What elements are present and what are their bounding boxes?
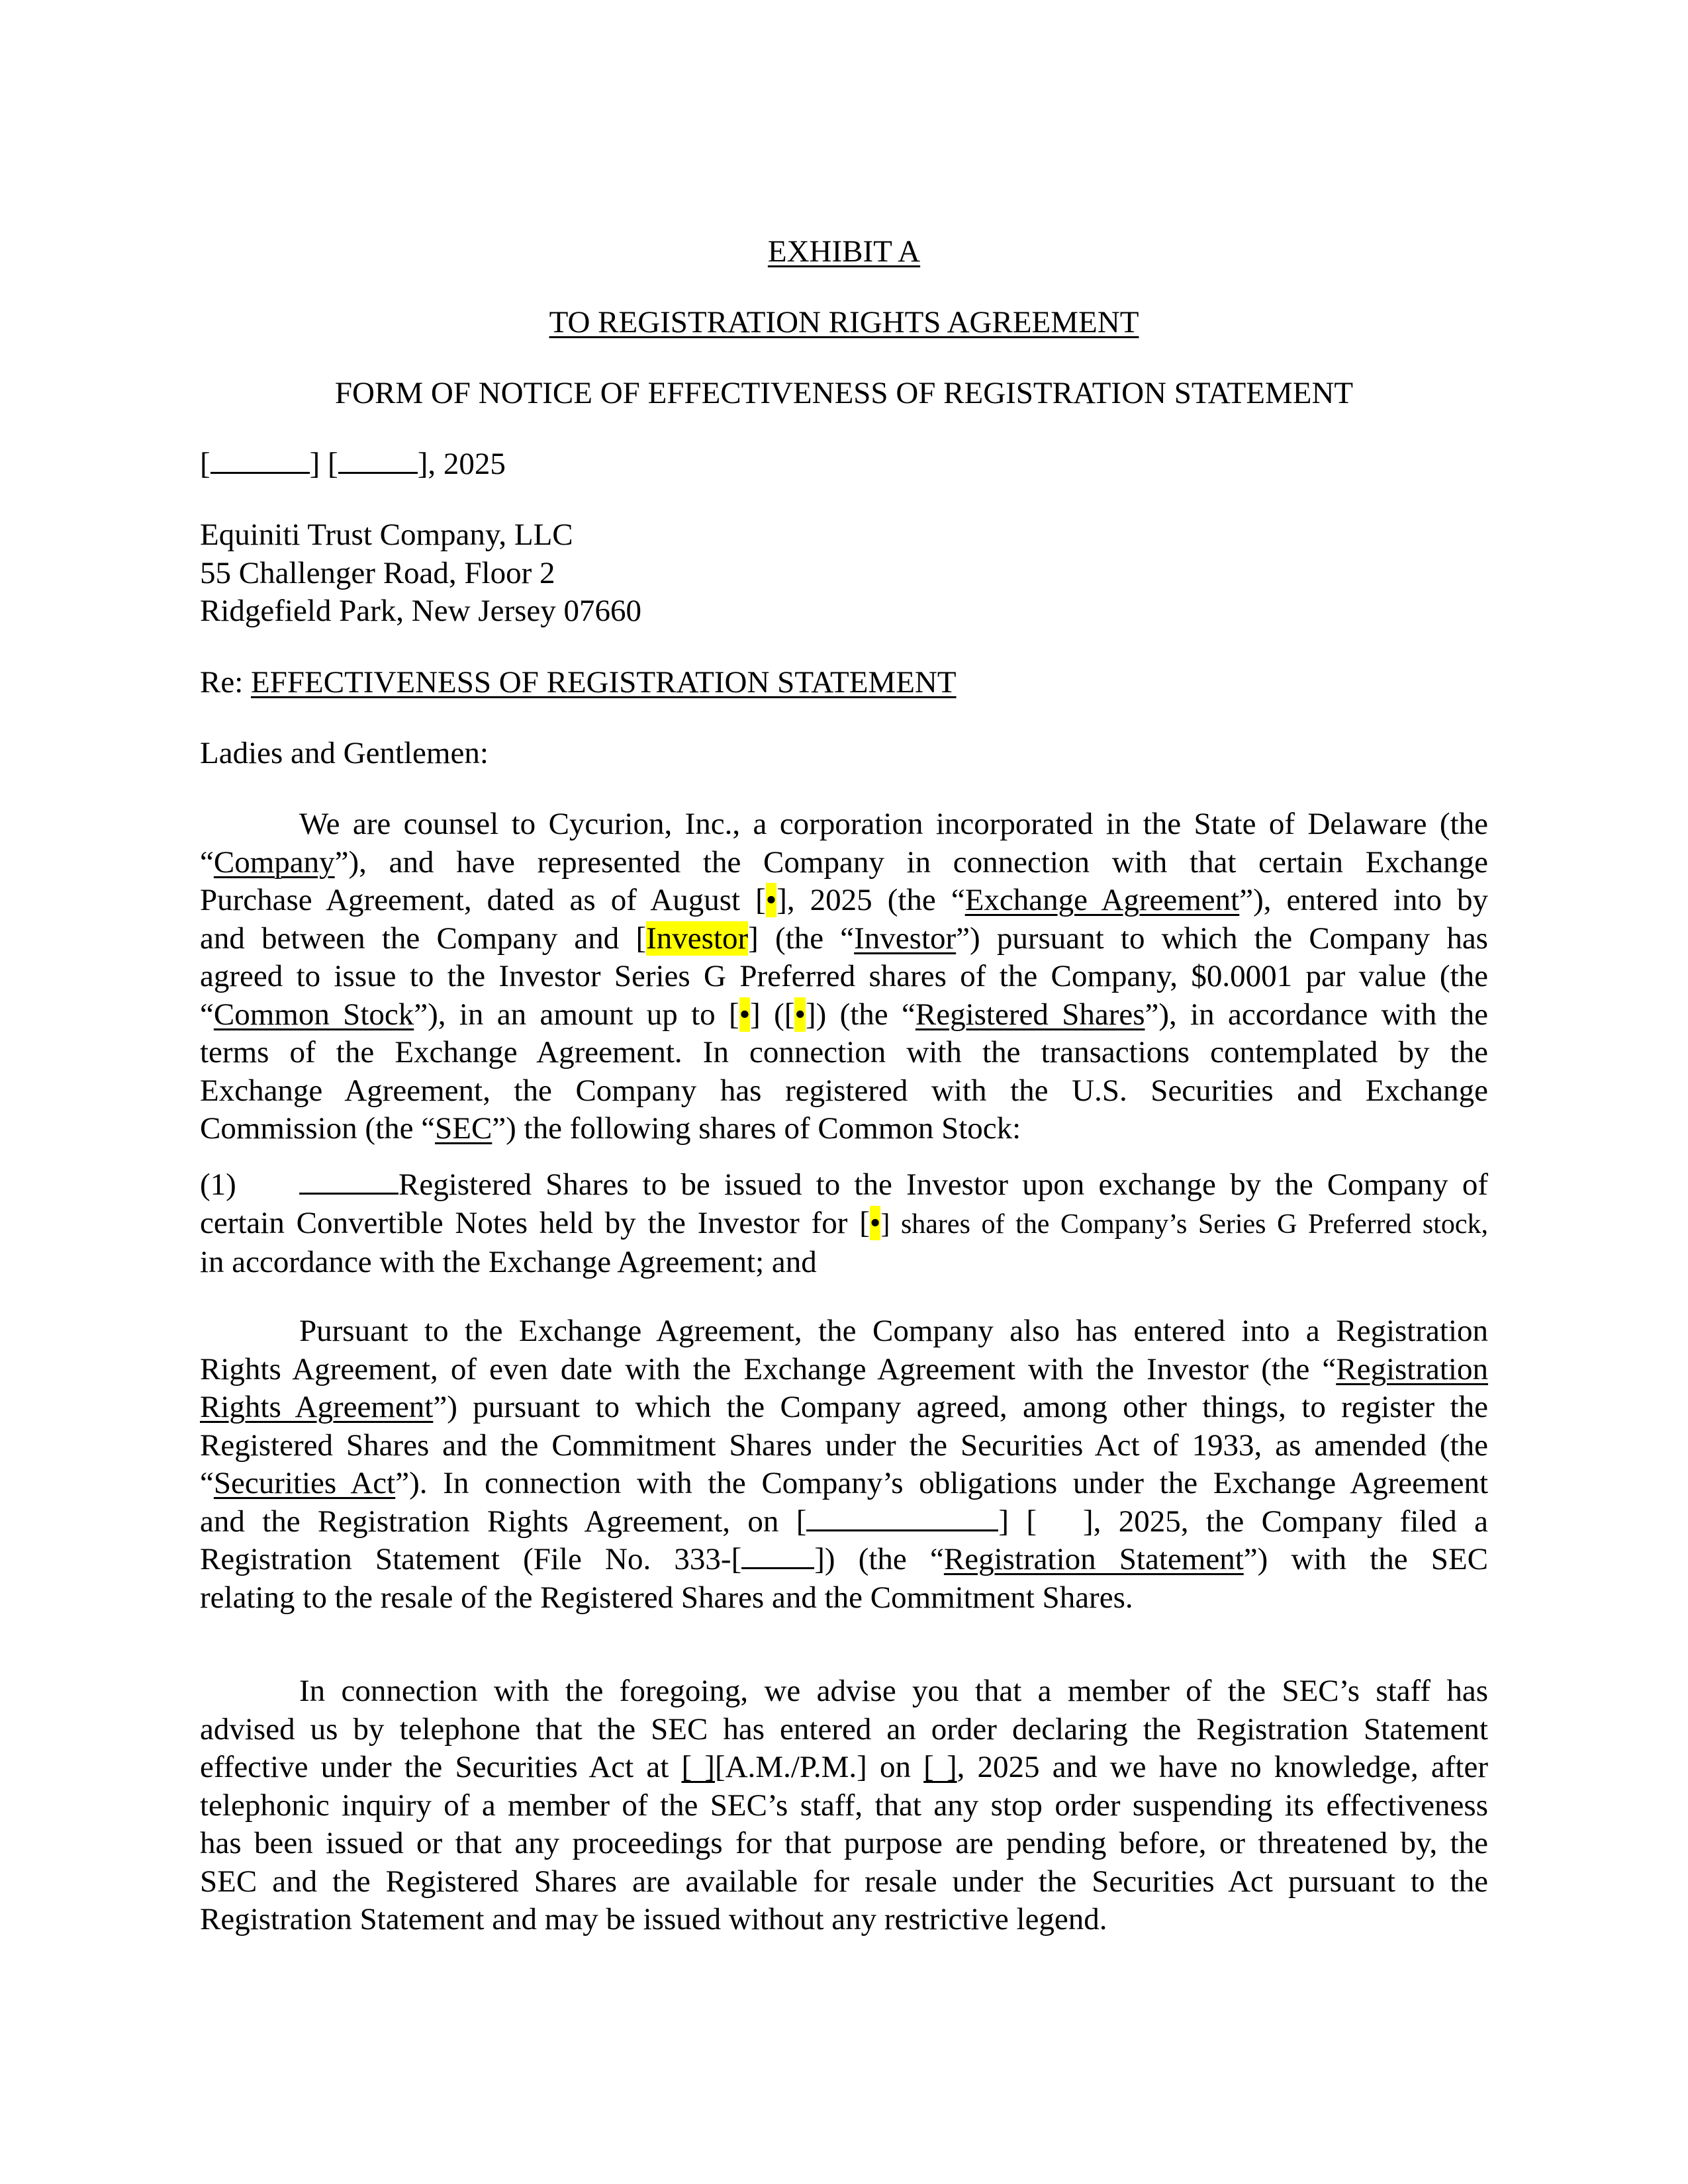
text-run: Purchase Agreement, dated as of August [ — [200, 883, 766, 917]
text-run: Registration — [1336, 1351, 1488, 1387]
text-line — [200, 844, 1488, 882]
text-run: Registration Statement — [943, 1542, 1244, 1576]
text-line: We are counsel to Cycurion, Inc., a corporation incorporated in the State of Delaware (the — [299, 807, 1488, 841]
text-run: Investor — [646, 921, 749, 956]
text-run: • — [794, 997, 806, 1032]
text-run: Common Stock — [213, 997, 414, 1032]
agreement-heading: TO REGISTRATION RIGHTS AGREEMENT — [549, 305, 1139, 340]
text-line: Registered Shares and the Commitment Shares under the Securities Act of 1933, as amended (the — [200, 1428, 1488, 1463]
file-number-blank — [741, 1541, 814, 1569]
addressee-street: 55 Challenger Road, Floor 2 — [200, 555, 555, 590]
text-line — [200, 1166, 1488, 1205]
text-run: “ — [200, 1466, 214, 1500]
text-line: [ ] [ ], 2025 — [200, 447, 506, 481]
text-line: advised us by telephone that the SEC has entered an order declaring the Registration Statement — [200, 1711, 1488, 1747]
text-run: ”), in an amount up to [ — [414, 997, 739, 1032]
text-line: Registration Statement and may be issued without any restrictive legend. — [200, 1902, 1107, 1936]
text-line — [200, 1541, 1488, 1579]
text-run: ”), entered into by — [1239, 883, 1488, 917]
date-day-blank — [338, 445, 418, 474]
text-run: [A.M./P.M.] on — [714, 1750, 924, 1784]
text-run: ”) pursuant to which the Company has — [956, 921, 1488, 956]
paragraph-2 — [200, 1312, 1488, 1617]
text-run: ] shares of the Company’s Series G Preferred stock, — [880, 1208, 1489, 1240]
text-line — [200, 1351, 1488, 1389]
text-run: Registered Shares — [915, 997, 1145, 1032]
text-run: certain Convertible Notes held by the Investor for [ — [200, 1205, 870, 1240]
text-run: ] (the “ — [748, 921, 855, 956]
text-run: Commission (the “ — [200, 1111, 436, 1146]
text-run: Registered Shares to be issued to the Investor upon exchange by the Company of — [399, 1167, 1488, 1202]
text-run: ”) with the SEC — [1243, 1542, 1489, 1576]
filing-month-blank — [806, 1503, 998, 1531]
text-run: SEC — [435, 1111, 492, 1146]
re-line — [200, 664, 1488, 702]
text-run: ] ([ — [750, 997, 795, 1032]
text-line: SEC and the Registered Shares are available for resale under the Securities Act pursuant to the — [200, 1864, 1488, 1899]
text-line: agreed to issue to the Investor Series G Preferred shares of the Company, $0.0001 par value (the — [200, 959, 1488, 993]
text-run: and between the Company and [ — [200, 921, 647, 956]
addressee-block — [200, 516, 1488, 631]
text-run: Rights Agreement, of even date with the Exchange Agreement with the Investor (the “ — [200, 1351, 1336, 1387]
paragraph-3 — [200, 1672, 1488, 1939]
text-line: terms of the Exchange Agreement. In connection with the transactions contemplated by the — [200, 1035, 1488, 1069]
text-line: has been issued or that any proceedings for that purpose are pending before, or threatened by, the — [200, 1826, 1488, 1860]
text-line — [200, 1465, 1488, 1503]
text-line: relating to the resale of the Registered Shares and the Commitment Shares. — [200, 1580, 1133, 1615]
text-run: [ ] — [923, 1750, 957, 1784]
text-run: [ ] — [681, 1750, 715, 1784]
text-run: ”), and have represented the Company in connection with that certain Exchange — [334, 844, 1488, 880]
text-run: • — [739, 997, 751, 1032]
text-line: telephonic inquiry of a member of the SEC’s staff, that any stop order suspending its effectiveness — [200, 1788, 1488, 1823]
text-run: Securities Act — [213, 1466, 396, 1500]
text-run: Registration Statement (File No. 333-[ — [200, 1542, 742, 1576]
addressee-name: Equiniti Trust Company, LLC — [200, 518, 573, 552]
text-line — [200, 882, 1488, 920]
text-run: ], 2025, the Company filed a — [1083, 1504, 1488, 1539]
date-line — [200, 445, 1488, 484]
text-run: effective under the Securities Act at — [200, 1750, 682, 1784]
text-run: “ — [200, 844, 214, 880]
text-run: • — [765, 883, 777, 917]
text-line — [200, 1205, 1488, 1244]
text-run: (1) — [200, 1167, 236, 1202]
text-run: Rights Agreement — [200, 1390, 434, 1424]
text-run: ”) pursuant to which the Company agreed, among other things, to register the — [433, 1390, 1488, 1424]
text-run: Exchange Agreement — [964, 883, 1240, 917]
addressee-city: Ridgefield Park, New Jersey 07660 — [200, 594, 641, 628]
date-month-blank — [211, 445, 310, 474]
text-line — [200, 1110, 1488, 1148]
text-run: ]) (the “ — [814, 1542, 944, 1576]
text-run: and the Registration Rights Agreement, on [ — [200, 1504, 807, 1539]
text-line: In connection with the foregoing, we advise you that a member of the SEC’s staff has — [299, 1674, 1488, 1708]
text-run: ] [ — [998, 1504, 1037, 1539]
text-run: ”). In connection with the Company’s obligations under the Exchange Agreement — [395, 1466, 1489, 1500]
text-run: ”), in accordance with the — [1145, 997, 1488, 1032]
re-subject: EFFECTIVENESS OF REGISTRATION STATEMENT — [251, 665, 957, 700]
text-run: Company — [213, 844, 335, 880]
text-run: ]) (the “ — [805, 997, 915, 1032]
text-run: Re: — [200, 665, 244, 700]
text-line: in accordance with the Exchange Agreement; and — [200, 1245, 817, 1279]
text-line — [200, 664, 1488, 702]
text-line — [200, 1749, 1488, 1787]
text-line — [200, 996, 1488, 1034]
text-run: ], 2025 (the “ — [776, 883, 965, 917]
list-item-1 — [200, 1166, 1488, 1282]
text-run: • — [869, 1205, 881, 1240]
text-run: ], 2025 — [417, 447, 506, 481]
text-line — [200, 920, 1488, 958]
text-run: ”) the following shares of Common Stock: — [492, 1111, 1021, 1146]
text-run: Investor — [854, 921, 957, 956]
text-line: Ladies and Gentlemen: — [200, 736, 489, 770]
salutation — [200, 735, 1488, 773]
text-line: Pursuant to the Exchange Agreement, the Company also has entered into a Registration — [299, 1314, 1488, 1348]
form-title: FORM OF NOTICE OF EFFECTIVENESS OF REGISTRATION STATEMENT — [334, 376, 1354, 410]
paragraph-1 — [200, 805, 1488, 1148]
text-run: “ — [200, 997, 214, 1032]
text-run: , 2025 and we have no knowledge, after — [957, 1750, 1488, 1784]
text-line: Exchange Agreement, the Company has registered with the U.S. Securities and Exchange — [200, 1073, 1488, 1108]
text-line — [200, 1503, 1488, 1541]
text-line — [200, 1388, 1488, 1427]
share-count-blank — [299, 1166, 399, 1195]
exhibit-heading: EXHIBIT A — [767, 234, 921, 269]
